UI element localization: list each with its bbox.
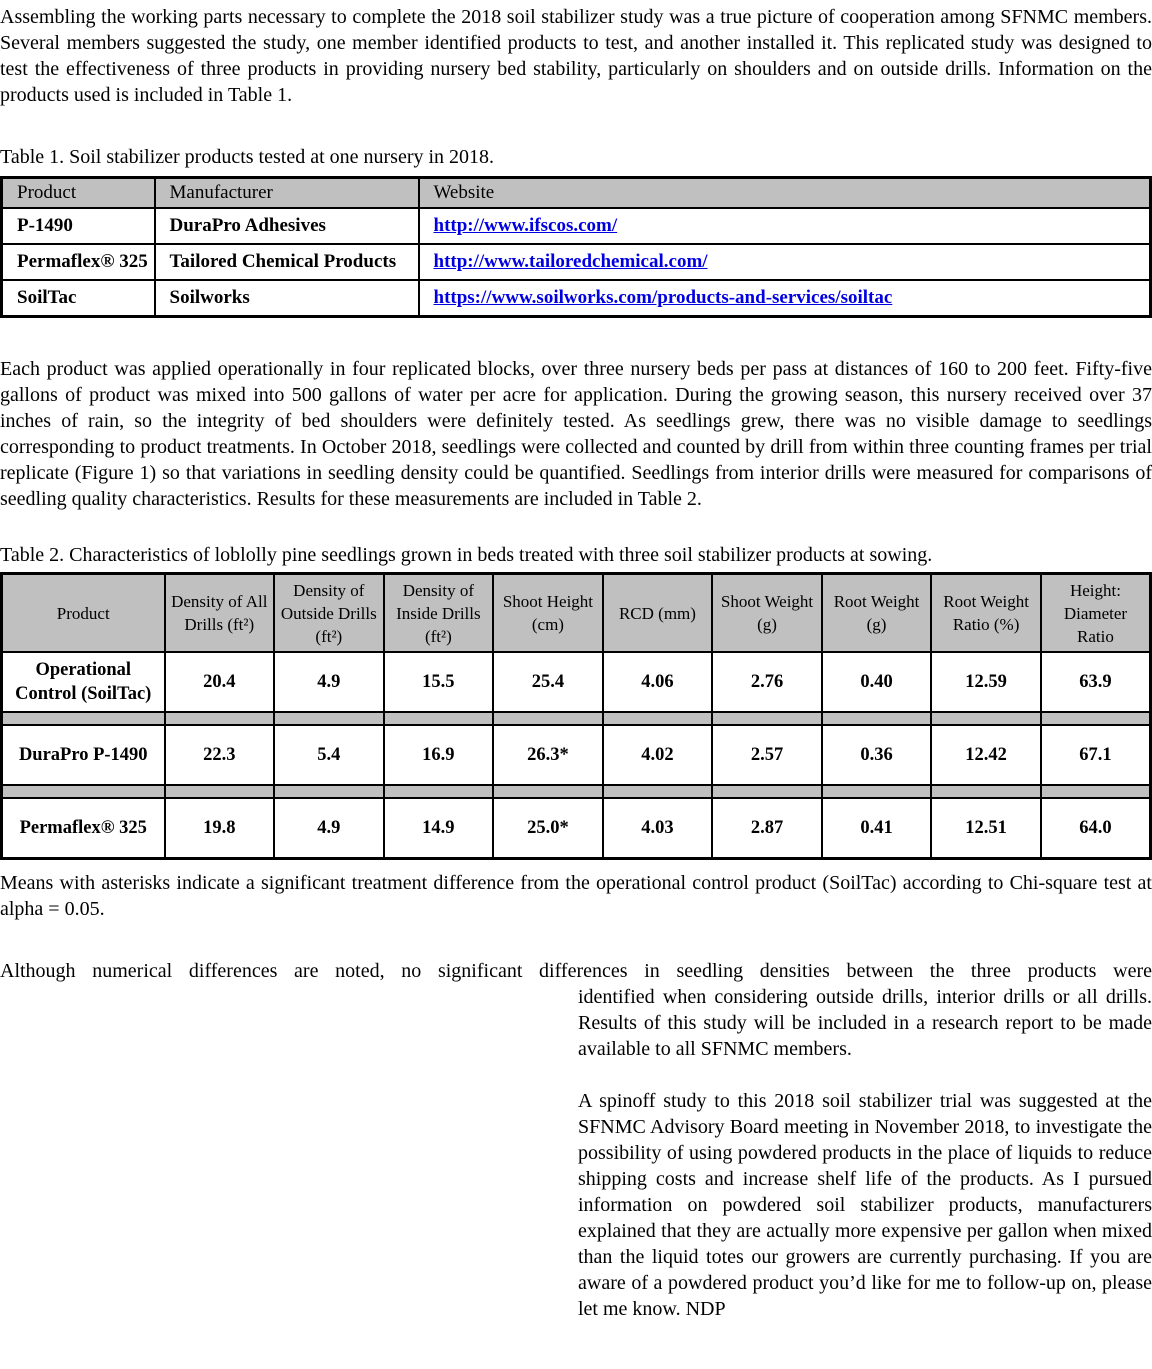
product-cell: SoilTac — [2, 280, 155, 317]
website-link[interactable]: http://www.tailoredchemical.com/ — [433, 251, 708, 272]
value-cell: 67.1 — [1041, 725, 1151, 785]
table1-caption: Table 1. Soil stabilizer products tested at one nursery in 2018. — [0, 146, 495, 168]
website-cell — [419, 244, 1151, 280]
document-page — [0, 4, 1152, 1322]
product-cell: Permaflex® 325 — [2, 244, 155, 280]
table1-header-row — [2, 178, 1151, 209]
value-cell: 4.03 — [603, 798, 713, 859]
col-header-product: Product — [2, 574, 165, 653]
manufacturer-cell: Soilworks — [155, 280, 419, 317]
value-cell: 12.59 — [931, 652, 1041, 712]
website-link[interactable]: https://www.soilworks.com/products-and-services/soiltac — [433, 287, 893, 308]
value-cell: 12.51 — [931, 798, 1041, 859]
value-cell: 25.0* — [493, 798, 603, 859]
table2-footnote: Means with asterisks indicate a significant treatment difference from the operational control product (SoilTac) according to Chi-square test at alpha = 0.05. — [0, 872, 1152, 920]
figure-placeholder — [0, 984, 578, 1322]
value-cell: 4.9 — [274, 652, 384, 712]
manufacturer-cell: Tailored Chemical Products — [155, 244, 419, 280]
manufacturer-cell: DuraPro Adhesives — [155, 208, 419, 244]
value-cell: 20.4 — [165, 652, 275, 712]
value-cell: 0.41 — [822, 798, 932, 859]
value-cell: 2.87 — [712, 798, 822, 859]
paragraph-results-line1: Although numerical differences are noted, no significant differences in seedling densities between the three products were — [0, 960, 1152, 982]
table2-header-row — [2, 574, 1151, 653]
col-header-manufacturer: Manufacturer — [155, 178, 419, 209]
table-row — [2, 280, 1151, 317]
figure-text-wrap — [0, 984, 1152, 1322]
value-cell: 4.06 — [603, 652, 713, 712]
table-row — [2, 208, 1151, 244]
col-header-height-diameter-ratio: Height: Diameter Ratio — [1041, 574, 1151, 653]
value-cell: 19.8 — [165, 798, 275, 859]
value-cell: 4.9 — [274, 798, 384, 859]
website-link[interactable]: http://www.ifscos.com/ — [433, 215, 618, 236]
paragraph-results-rest: identified when considering outside drills, interior drills or all drills. Results of this study will be included in a research report to be made available to all SFNMC members. — [578, 986, 1152, 1060]
value-cell: 0.40 — [822, 652, 932, 712]
product-cell: Permaflex® 325 — [2, 798, 165, 859]
characteristics-table — [0, 572, 1152, 860]
value-cell: 63.9 — [1041, 652, 1151, 712]
table-row-durapro — [2, 725, 1151, 785]
value-cell: 5.4 — [274, 725, 384, 785]
right-column — [578, 984, 1152, 1322]
value-cell: 26.3* — [493, 725, 603, 785]
value-cell: 4.02 — [603, 725, 713, 785]
table-row-soiltac-control — [2, 652, 1151, 712]
spacer-row — [2, 712, 1151, 725]
table-row-permaflex — [2, 798, 1151, 859]
value-cell: 12.42 — [931, 725, 1041, 785]
product-cell: P-1490 — [2, 208, 155, 244]
value-cell: 64.0 — [1041, 798, 1151, 859]
value-cell: 14.9 — [384, 798, 494, 859]
col-header-root-weight: Root Weight (g) — [822, 574, 932, 653]
website-cell — [419, 280, 1151, 317]
value-cell: 25.4 — [493, 652, 603, 712]
value-cell: 16.9 — [384, 725, 494, 785]
products-table — [0, 176, 1152, 318]
value-cell: 0.36 — [822, 725, 932, 785]
col-header-density-inside-drills: Density of Inside Drills (ft²) — [384, 574, 494, 653]
value-cell: 2.57 — [712, 725, 822, 785]
col-header-product: Product — [2, 178, 155, 209]
product-cell: Operational Control (SoilTac) — [2, 652, 165, 712]
col-header-density-all-drills: Density of All Drills (ft²) — [165, 574, 275, 653]
paragraph-intro: Assembling the working parts necessary to complete the 2018 soil stabilizer study was a true picture of cooperation among SFNMC members. Several members suggested the study, one member identified products to test, and another installed it. This replicated study was designed to test the effectiveness of three products in providing nursery bed stability, particularly on shoulders and on outside drills. Information on the products used is included in Table 1. — [0, 6, 1152, 106]
website-cell — [419, 208, 1151, 244]
col-header-root-weight-ratio: Root Weight Ratio (%) — [931, 574, 1041, 653]
spacer-row — [2, 785, 1151, 798]
col-header-shoot-weight: Shoot Weight (g) — [712, 574, 822, 653]
paragraph-spinoff: A spinoff study to this 2018 soil stabilizer trial was suggested at the SFNMC Advisory Board meeting in November 2018, to investigate the possibility of using powdered products in the place of liquids to reduce shipping costs and increase shelf life of the products. As I pursued information on powdered soil stabilizer products, manufacturers explained that they are actually more expensive per gallon when mixed than the liquid totes our growers are currently purchasing. If you are aware of a powdered product you’d like for me to follow-up on, please let me know. NDP — [578, 1090, 1152, 1320]
col-header-website: Website — [419, 178, 1151, 209]
table2-caption: Table 2. Characteristics of loblolly pine seedlings grown in beds treated with three soil stabilizer products at sowing. — [0, 544, 933, 566]
product-cell: DuraPro P-1490 — [2, 725, 165, 785]
value-cell: 15.5 — [384, 652, 494, 712]
col-header-rcd: RCD (mm) — [603, 574, 713, 653]
value-cell: 22.3 — [165, 725, 275, 785]
value-cell: 2.76 — [712, 652, 822, 712]
table-row — [2, 244, 1151, 280]
col-header-density-outside-drills: Density of Outside Drills (ft²) — [274, 574, 384, 653]
col-header-shoot-height: Shoot Height (cm) — [493, 574, 603, 653]
paragraph-methods: Each product was applied operationally in four replicated blocks, over three nursery beds per pass at distances of 160 to 200 feet. Fifty-five gallons of product was mixed into 500 gallons of water per acre for application. During the growing season, this nursery received over 37 inches of rain, so the integrity of bed shoulders were definitely tested. As seedlings grew, there was no visible damage to seedlings corresponding to product treatments. In October 2018, seedlings were collected and counted by drill from within three counting frames per trial replicate (Figure 1) so that variations in seedling density could be quantified. Seedlings from interior drills were measured for comparisons of seedling quality characteristics. Results for these measurements are included in Table 2. — [0, 358, 1152, 510]
